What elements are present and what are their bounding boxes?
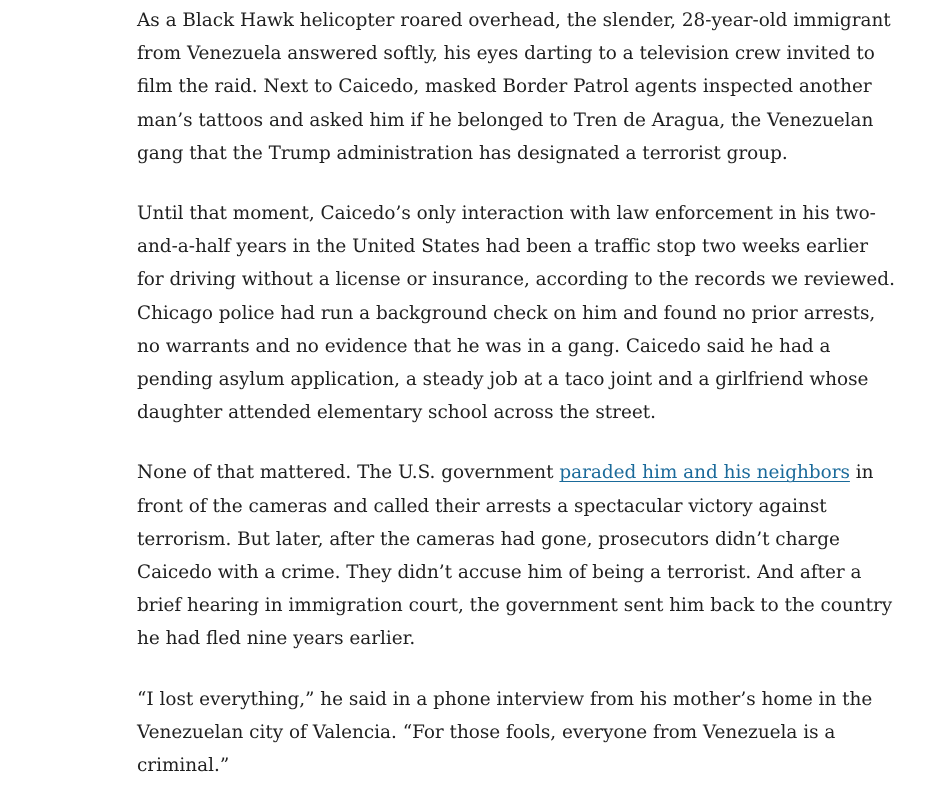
paragraph-aftermath bbox=[137, 456, 897, 655]
paragraph-raid: As a Black Hawk helicopter roared overhead, the slender, 28-year-old immigrant from Venezuela answered softly, his eyes darting to a television crew invited to film the raid. Next to Caicedo, masked Border Patrol agents inspected another man’s tattoos and asked him if he belonged to Tren de Aragua, the Venezuelan gang that the Trump administration has designated a terrorist group. bbox=[137, 10, 891, 164]
paragraph-quote: “I lost everything,” he said in a phone interview from his mother’s home in the Venezuelan city of Valencia. “For those fools, everyone from Venezuela is a criminal.” bbox=[137, 688, 873, 777]
paragraph-aftermath-lead: None of that mattered. The U.S. government bbox=[137, 462, 560, 484]
paragraph-background: Until that moment, Caicedo’s only interaction with law enforcement in his two-and-a-half years in the United States had been a traffic stop two weeks earlier for driving without a license or insurance, according to the records we reviewed. Chicago police had run a background check on him and found no prior arrests, no warrants and no evidence that he was in a gang. Caicedo said he had a pending asylum application, a steady job at a taco joint and a girlfriend whose daughter attended elementary school across the street. bbox=[137, 203, 895, 424]
article-body bbox=[137, 4, 897, 809]
paragraph-aftermath-rest: in front of the cameras and called their arrests a spectacular victory against terrorism. But later, after the cameras had gone, prosecutors didn’t charge Caicedo with a crime. They didn’t accuse him of being a terrorist. And after a brief hearing in immigration court, the government sent him back to the country he had fled nine years earlier. bbox=[137, 462, 893, 650]
paraded-link[interactable]: paraded him and his neighbors bbox=[559, 462, 850, 484]
